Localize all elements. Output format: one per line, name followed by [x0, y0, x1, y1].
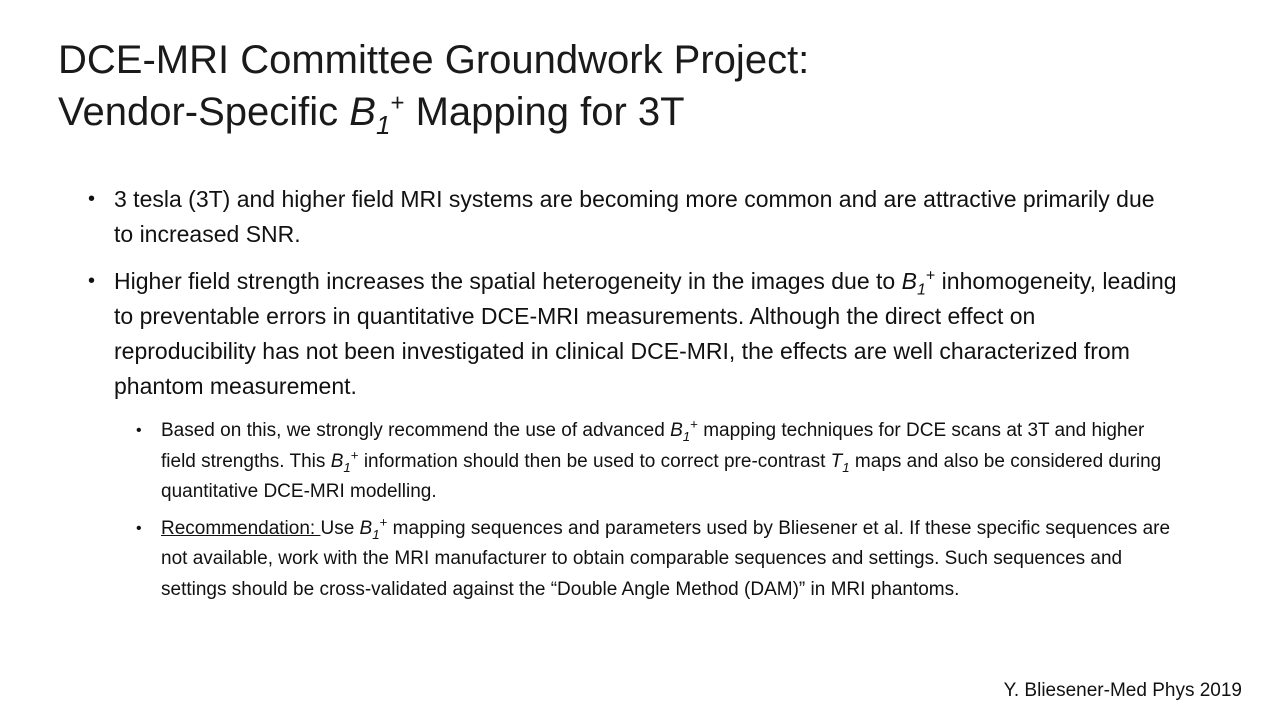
- title-line-1: DCE-MRI Committee Groundwork Project:: [58, 38, 810, 82]
- title-line-2-prefix: Vendor-Specific: [58, 90, 350, 134]
- title-line-2: [58, 86, 1218, 138]
- title-b1-symbol: $B_1$: [349, 90, 391, 140]
- b1-symbol: $B_1^+$: [670, 416, 698, 444]
- sub-bullet-text-b: mapping sequences and parameters used by Bliesener et al. If these specific sequences are not available, work with the MRI manufacturer to obtain comparable sequences and settings. Such sequences and settings should be cross-validated against the “Double Angle Method (DAM)” in MRI phantoms.: [161, 517, 1171, 600]
- title-line-2-suffix: Mapping for 3T: [404, 90, 685, 134]
- sub-bullet-list: [136, 416, 1178, 605]
- sub-bullet-item-recommend-mapping: [136, 416, 1178, 508]
- bullet-text: 3 tesla (3T) and higher field MRI systems are becoming more common and are attractive primarily due to increased SNR.: [114, 186, 1155, 247]
- sub-bullet-text-c: information should then be used to correct pre-contrast: [358, 450, 831, 472]
- sub-bullet-text-b: mapping techniques for DCE scans at 3T and higher field strengths. This: [161, 420, 1145, 472]
- citation: Y. Bliesener-Med Phys 2019: [1003, 680, 1242, 701]
- bullet-text-a: Higher field strength increases the spatial heterogeneity in the images due to: [114, 268, 902, 294]
- b1-symbol: $B_1^+$: [359, 514, 388, 542]
- sub-bullet-text-a: Based on this, we strongly recommend the use of advanced: [161, 420, 671, 441]
- b1-symbol-2: $B_1^+$: [330, 447, 359, 475]
- bullet-list: [88, 182, 1178, 611]
- b1-symbol: $B_1^+$: [901, 266, 936, 299]
- bullet-text-b: inhomogeneity, leading to preventable errors in quantitative DCE-MRI measurements. Although the direct effect on reproducibility has not been investigated in clinical DCE-MRI, the effects are well characterized from phantom measurement.: [114, 268, 1177, 399]
- sub-bullet-text-d: maps and also be considered during quantitative DCE-MRI modelling.: [161, 450, 1162, 502]
- slide-title: [58, 34, 1218, 138]
- sub-bullet-item-recommendation: [136, 514, 1178, 606]
- bullet-item-3t-systems: [88, 182, 1178, 252]
- t1-symbol: $T_1$: [830, 450, 850, 475]
- recommendation-label: Recommendation:: [161, 517, 321, 539]
- title-b1-plus: +: [390, 89, 405, 117]
- sub-bullet-text-a: Use: [320, 517, 360, 539]
- bullet-item-field-strength: [88, 264, 1178, 404]
